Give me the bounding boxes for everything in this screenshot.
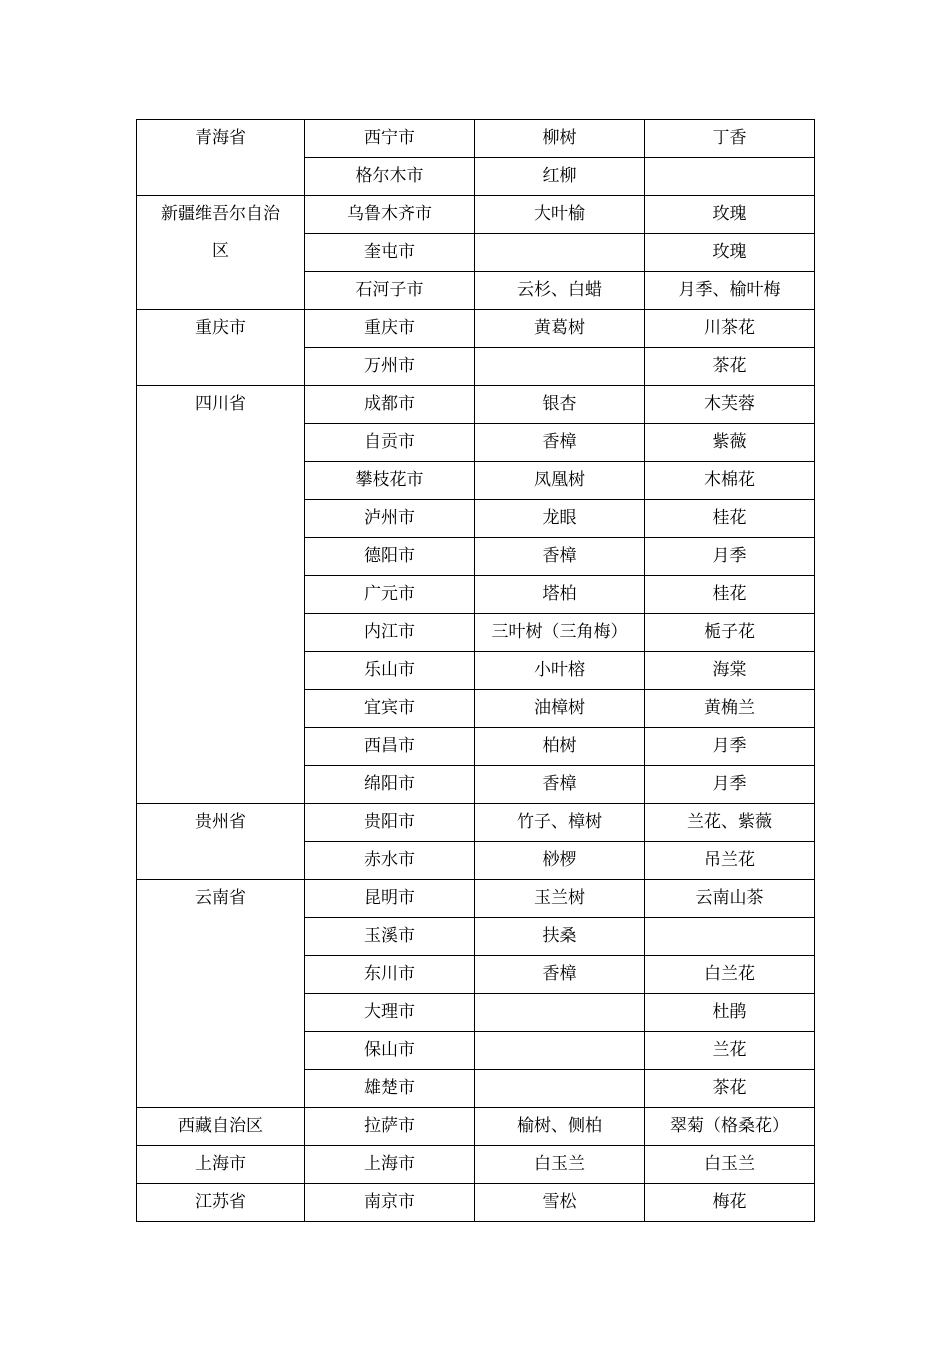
table-row [137, 804, 815, 842]
flower-cell: 玫瑰 [645, 234, 815, 272]
province-cell: 青海省 [137, 120, 305, 196]
city-cell: 拉萨市 [305, 1108, 475, 1146]
province-cell: 西藏自治区 [137, 1108, 305, 1146]
city-cell: 雄楚市 [305, 1070, 475, 1108]
flower-cell: 月季 [645, 766, 815, 804]
tree-cell: 柳树 [475, 120, 645, 158]
city-cell: 上海市 [305, 1146, 475, 1184]
tree-cell: 桫椤 [475, 842, 645, 880]
tree-cell: 大叶榆 [475, 196, 645, 234]
tree-cell: 油樟树 [475, 690, 645, 728]
tree-cell: 三叶树（三角梅） [475, 614, 645, 652]
tree-cell: 小叶榕 [475, 652, 645, 690]
tree-cell: 香樟 [475, 956, 645, 994]
city-cell: 自贡市 [305, 424, 475, 462]
tree-cell: 白玉兰 [475, 1146, 645, 1184]
city-cell: 万州市 [305, 348, 475, 386]
city-cell: 格尔木市 [305, 158, 475, 196]
table-row [137, 120, 815, 158]
table-row [137, 1146, 815, 1184]
flower-cell: 玫瑰 [645, 196, 815, 234]
table-row [137, 386, 815, 424]
city-cell: 乐山市 [305, 652, 475, 690]
flower-cell: 云南山茶 [645, 880, 815, 918]
city-cell: 昆明市 [305, 880, 475, 918]
tree-cell [475, 234, 645, 272]
province-cell: 贵州省 [137, 804, 305, 880]
flower-cell: 丁香 [645, 120, 815, 158]
city-cell: 绵阳市 [305, 766, 475, 804]
flower-cell: 白玉兰 [645, 1146, 815, 1184]
tree-cell: 玉兰树 [475, 880, 645, 918]
tree-cell [475, 1032, 645, 1070]
city-cell: 成都市 [305, 386, 475, 424]
city-cell: 贵阳市 [305, 804, 475, 842]
tree-cell: 黄葛树 [475, 310, 645, 348]
flower-cell: 梅花 [645, 1184, 815, 1222]
tree-cell: 香樟 [475, 766, 645, 804]
tree-cell: 雪松 [475, 1184, 645, 1222]
flower-cell: 兰花、紫薇 [645, 804, 815, 842]
province-cell: 云南省 [137, 880, 305, 1108]
table-body [137, 120, 815, 1222]
flower-cell: 月季 [645, 728, 815, 766]
tree-cell [475, 1070, 645, 1108]
flower-cell: 黄桷兰 [645, 690, 815, 728]
flower-cell: 月季、榆叶梅 [645, 272, 815, 310]
city-cell: 东川市 [305, 956, 475, 994]
province-cell: 重庆市 [137, 310, 305, 386]
tree-cell: 竹子、樟树 [475, 804, 645, 842]
province-cell: 新疆维吾尔自治 区 [137, 196, 305, 310]
tree-cell [475, 348, 645, 386]
city-cell: 大理市 [305, 994, 475, 1032]
tree-cell [475, 994, 645, 1032]
city-cell: 西昌市 [305, 728, 475, 766]
flower-cell: 吊兰花 [645, 842, 815, 880]
tree-cell: 柏树 [475, 728, 645, 766]
flower-cell: 桂花 [645, 576, 815, 614]
table-row [137, 1108, 815, 1146]
city-cell: 奎屯市 [305, 234, 475, 272]
flower-cell [645, 918, 815, 956]
province-cell: 上海市 [137, 1146, 305, 1184]
flower-cell: 木芙蓉 [645, 386, 815, 424]
province-cell: 四川省 [137, 386, 305, 804]
tree-cell: 扶桑 [475, 918, 645, 956]
city-cell: 南京市 [305, 1184, 475, 1222]
city-cell: 广元市 [305, 576, 475, 614]
city-cell: 保山市 [305, 1032, 475, 1070]
tree-cell: 红柳 [475, 158, 645, 196]
city-cell: 赤水市 [305, 842, 475, 880]
table-row [137, 880, 815, 918]
city-cell: 宜宾市 [305, 690, 475, 728]
tree-cell: 云杉、白蜡 [475, 272, 645, 310]
flower-cell: 茶花 [645, 348, 815, 386]
city-cell: 德阳市 [305, 538, 475, 576]
table-row [137, 1184, 815, 1222]
tree-cell: 香樟 [475, 538, 645, 576]
table-row [137, 196, 815, 234]
flower-cell [645, 158, 815, 196]
city-cell: 泸州市 [305, 500, 475, 538]
flower-cell: 杜鹃 [645, 994, 815, 1032]
flower-cell: 海棠 [645, 652, 815, 690]
city-cell: 玉溪市 [305, 918, 475, 956]
flower-cell: 川茶花 [645, 310, 815, 348]
city-tree-flower-table [136, 119, 815, 1222]
table-row [137, 310, 815, 348]
tree-cell: 塔柏 [475, 576, 645, 614]
flower-cell: 翠菊（格桑花） [645, 1108, 815, 1146]
city-cell: 乌鲁木齐市 [305, 196, 475, 234]
tree-cell: 凤凰树 [475, 462, 645, 500]
tree-cell: 龙眼 [475, 500, 645, 538]
tree-cell: 银杏 [475, 386, 645, 424]
flower-cell: 月季 [645, 538, 815, 576]
flower-cell: 兰花 [645, 1032, 815, 1070]
province-cell: 江苏省 [137, 1184, 305, 1222]
flower-cell: 紫薇 [645, 424, 815, 462]
city-cell: 内江市 [305, 614, 475, 652]
flower-cell: 栀子花 [645, 614, 815, 652]
city-cell: 西宁市 [305, 120, 475, 158]
flower-cell: 白兰花 [645, 956, 815, 994]
flower-cell: 木棉花 [645, 462, 815, 500]
city-cell: 攀枝花市 [305, 462, 475, 500]
tree-cell: 榆树、侧柏 [475, 1108, 645, 1146]
flower-cell: 茶花 [645, 1070, 815, 1108]
city-cell: 重庆市 [305, 310, 475, 348]
tree-cell: 香樟 [475, 424, 645, 462]
flower-cell: 桂花 [645, 500, 815, 538]
city-cell: 石河子市 [305, 272, 475, 310]
